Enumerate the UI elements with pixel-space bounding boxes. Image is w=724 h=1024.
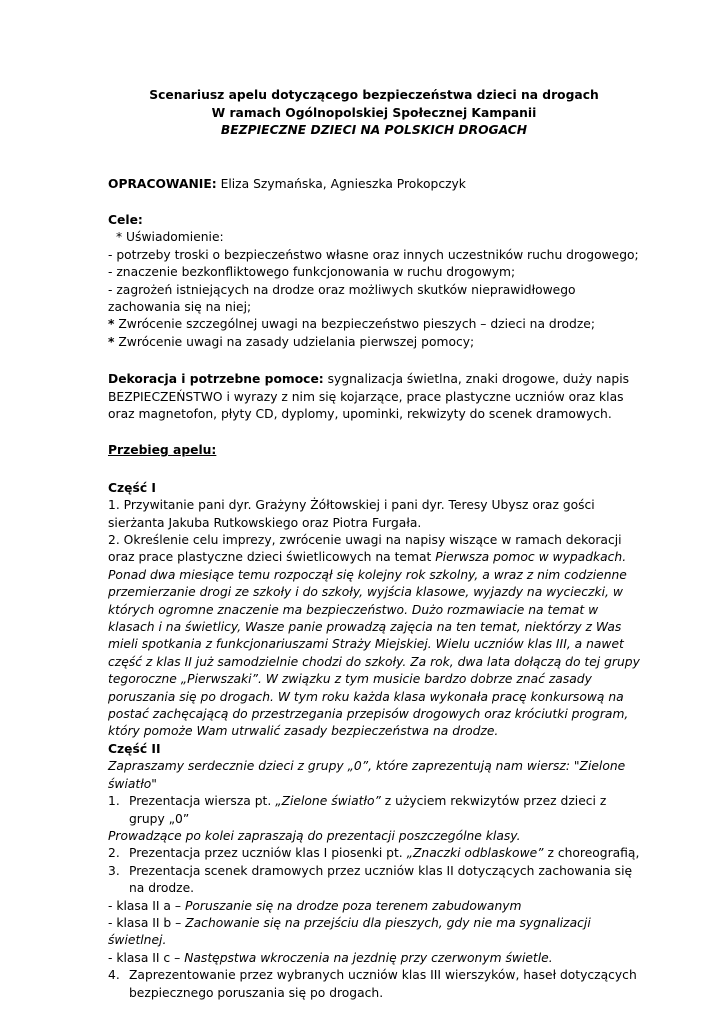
part1-heading: Część I (108, 480, 156, 495)
course-heading: Przebieg apelu: (108, 443, 217, 458)
class-scene-item: - klasa II b – Zachowanie się na przejściu dla pieszych, gdy nie ma sygnalizacji świetlnej. (108, 915, 591, 948)
header-line-2: W ramach Ogólnopolskiej Społecznej Kampanii (211, 105, 537, 120)
document-page (108, 87, 640, 1002)
part2-section (108, 741, 640, 1002)
decoration-label: Dekoracja i potrzebne pomoce: (108, 372, 324, 387)
part2-between: Prowadzące po kolei zapraszają do prezentacji poszczególne klasy. (108, 828, 521, 843)
goals-item: - znaczenie bezkonfliktowego funkcjonowania w ruchu drogowym; (108, 265, 516, 280)
part2-intro: Zapraszamy serdecznie dzieci z grupy „0”, które zaprezentują nam wiersz: "Zielone światło" (108, 759, 626, 791)
goals-item: - potrzeby troski o bezpieczeństwo własne oraz innych uczestników ruchu drogowego; (108, 247, 639, 262)
goals-section (108, 212, 640, 351)
part1-speech: Ponad dwa miesiące temu rozpoczął się kolejny rok szkolny, a wraz z nim codzienne przemierzanie drogi ze szkoły i do szkoły, wyjścia klasowe, wyjazdy na wycieczki, w których ogromne znaczenie ma bezpieczeństwo. Dużo rozmawiacie na temat w klasach i na świetlicy, Wasze panie prowadzą zajęcia na ten temat, niektórzy z Was mieli spotkania z funkcjonariuszami Straży Miejskiej. Wielu uczniów klas III, a nawet część z klas II już samodzielnie chodzi do szkoły. Za rok, dwa lata dołączą do tej grupy tegoroczne „Pierwszaki”. W związku z tym musicie bardzo dobrze znać zasady poruszania się po drogach. W tym roku każda klasa wykonała pracę konkursową na postać zachęcającą do przestrzegania przepisów drogowych oraz króciutki program, który pomoże Wam utrwalić zasady bezpieczeństwa na drodze. (108, 567, 640, 739)
authors-line (108, 176, 640, 193)
part2-item-1: 1. Prezentacja wiersza pt. „Zielone światło” z użyciem rekwizytów przez dzieci z grupy „0” (108, 794, 607, 826)
part1-item-2: 2. Określenie celu imprezy, zwrócenie uwagi na napisy wiszące w ramach dekoracji oraz prace plastyczne dzieci świetlicowych na temat Pierwsza pomoc w wypadkach. (108, 533, 627, 565)
part1-section (108, 480, 640, 741)
decoration-paragraph (108, 371, 640, 423)
part1-item-1: 1. Przywitanie pani dyr. Grażyny Żółtowskiej i pani dyr. Teresy Ubysz oraz gości sierżanta Jakuba Rutkowskiego oraz Piotra Furgała. (108, 498, 595, 530)
goals-star-item: * Zwrócenie uwagi na zasady udzielania pierwszej pomocy; (108, 334, 475, 349)
authors-label: OPRACOWANIE: (108, 176, 217, 191)
goals-item: - zagrożeń istniejących na drodze oraz możliwych skutków nieprawidłowego zachowania się na niej; (108, 282, 576, 314)
goals-heading: Cele: (108, 212, 143, 227)
part2-item-3: 3. Prezentacja scenek dramowych przez uczniów klas II dotyczących zachowania się na drodze. (108, 863, 633, 896)
part2-item-4: 4. Zaprezentowanie przez wybranych uczniów klas III wierszyków, haseł dotyczących bezpiecznego poruszania się po drogach. (108, 968, 637, 1000)
part2-heading: Część II (108, 741, 161, 756)
document-header (108, 87, 640, 140)
authors-names: Eliza Szymańska, Agnieszka Prokopczyk (220, 176, 466, 191)
header-line-1: Scenariusz apelu dotyczącego bezpieczeństwa dzieci na drogach (149, 88, 599, 102)
header-line-3: BEZPIECZNE DZIECI NA POLSKICH DROGACH (220, 123, 528, 137)
class-scene-item: - klasa II a – Poruszanie się na drodze poza terenem zabudowanym (108, 898, 522, 913)
goals-star-item: * Zwrócenie szczególnej uwagi na bezpieczeństwo pieszych – dzieci na drodze; (108, 317, 595, 332)
part2-item-2: 2. Prezentacja przez uczniów klas I piosenki pt. „Znaczki odblaskowe” z choreografią, (108, 846, 640, 861)
class-scene-item: - klasa II c – Następstwa wkroczenia na jezdnię przy czerwonym świetle. (108, 950, 553, 965)
decoration-text: sygnalizacja świetlna, znaki drogowe, duży napis BEZPIECZEŃSTWO i wyrazy z nim się kojarzące, prace plastyczne uczniów oraz klas oraz magnetofon, płyty CD, dyplomy, upominki, rekwizyty do scenek dramowych. (108, 372, 630, 421)
goals-item: * Uświadomienie: (116, 230, 224, 245)
